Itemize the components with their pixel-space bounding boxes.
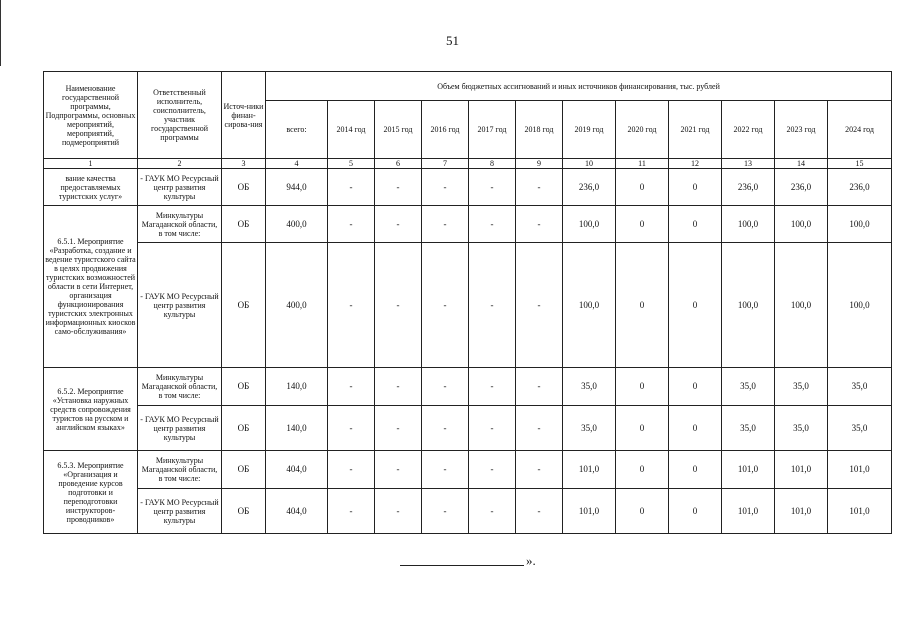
year-value-cell: 0 — [669, 169, 722, 206]
column-number: 6 — [375, 159, 422, 169]
year-value-cell: - — [516, 206, 563, 243]
year-value-cell: 101,0 — [722, 489, 775, 534]
responsible-cell: - ГАУК МО Ресурсный центр развития культуры — [138, 169, 222, 206]
header-year: 2017 год — [469, 101, 516, 159]
year-value-cell: - — [328, 406, 375, 451]
year-value-cell: 101,0 — [775, 489, 828, 534]
responsible-cell: Минкультуры Магаданской области, в том числе: — [138, 206, 222, 243]
year-value-cell: 101,0 — [563, 451, 616, 489]
year-value-cell: - — [328, 206, 375, 243]
header-total: всего: — [266, 101, 328, 159]
year-value-cell: - — [375, 243, 422, 368]
year-value-cell: 35,0 — [722, 368, 775, 406]
year-value-cell: 100,0 — [828, 206, 892, 243]
year-value-cell: - — [422, 169, 469, 206]
column-number: 1 — [44, 159, 138, 169]
year-value-cell: - — [375, 206, 422, 243]
year-value-cell: - — [516, 489, 563, 534]
total-cell: 404,0 — [266, 451, 328, 489]
column-number: 9 — [516, 159, 563, 169]
column-number: 13 — [722, 159, 775, 169]
source-cell: ОБ — [222, 368, 266, 406]
total-cell: 404,0 — [266, 489, 328, 534]
year-value-cell: - — [328, 489, 375, 534]
column-number: 3 — [222, 159, 266, 169]
year-value-cell: 0 — [616, 368, 669, 406]
program-name-cell: 6.5.1. Мероприятие «Разработка, создание и ведение туристского сайта в целях продвижения туристских возможностей области в сети Интернет, организация функционирования туристских электронных информационных киосков само-обслуживания» — [44, 206, 138, 368]
column-number: 15 — [828, 159, 892, 169]
source-cell: ОБ — [222, 451, 266, 489]
year-value-cell: - — [375, 368, 422, 406]
header-year: 2015 год — [375, 101, 422, 159]
year-value-cell: - — [422, 243, 469, 368]
column-number: 7 — [422, 159, 469, 169]
year-value-cell: - — [375, 451, 422, 489]
year-value-cell: 0 — [616, 206, 669, 243]
year-value-cell: - — [516, 406, 563, 451]
year-value-cell: - — [516, 368, 563, 406]
year-value-cell: 100,0 — [722, 243, 775, 368]
year-value-cell: - — [469, 368, 516, 406]
year-value-cell: 236,0 — [775, 169, 828, 206]
year-value-cell: - — [469, 406, 516, 451]
header-year: 2023 год — [775, 101, 828, 159]
year-value-cell: - — [469, 169, 516, 206]
source-cell: ОБ — [222, 206, 266, 243]
total-cell: 140,0 — [266, 368, 328, 406]
header-year: 2019 год — [563, 101, 616, 159]
year-value-cell: 101,0 — [775, 451, 828, 489]
header-year: 2021 год — [669, 101, 722, 159]
column-number: 8 — [469, 159, 516, 169]
year-value-cell: 35,0 — [722, 406, 775, 451]
source-cell: ОБ — [222, 169, 266, 206]
year-value-cell: 35,0 — [828, 368, 892, 406]
table-row — [44, 206, 892, 243]
year-value-cell: 35,0 — [775, 368, 828, 406]
year-value-cell: 0 — [669, 406, 722, 451]
year-value-cell: - — [328, 451, 375, 489]
year-value-cell: 0 — [616, 451, 669, 489]
year-value-cell: 100,0 — [775, 243, 828, 368]
year-value-cell: 100,0 — [828, 243, 892, 368]
year-value-cell: 0 — [616, 489, 669, 534]
year-value-cell: 100,0 — [775, 206, 828, 243]
budget-table — [43, 71, 892, 534]
year-value-cell: - — [375, 406, 422, 451]
year-value-cell: - — [516, 243, 563, 368]
year-value-cell: 0 — [616, 169, 669, 206]
total-cell: 140,0 — [266, 406, 328, 451]
program-name-cell: 6.5.2. Мероприятие «Установка наружных средств сопровождения туристов на русском и английском языках» — [44, 368, 138, 451]
header-year: 2022 год — [722, 101, 775, 159]
year-value-cell: 0 — [669, 206, 722, 243]
closing-quote: ». — [526, 553, 536, 568]
total-cell: 400,0 — [266, 206, 328, 243]
responsible-cell: - ГАУК МО Ресурсный центр развития культуры — [138, 489, 222, 534]
year-value-cell: 0 — [616, 243, 669, 368]
responsible-cell: - ГАУК МО Ресурсный центр развития культуры — [138, 406, 222, 451]
year-value-cell: 236,0 — [828, 169, 892, 206]
header-year: 2024 год — [828, 101, 892, 159]
total-cell: 400,0 — [266, 243, 328, 368]
program-name-cell: вание качества предоставляемых туристских услуг» — [44, 169, 138, 206]
program-name-cell: 6.5.3. Мероприятие «Организация и проведение курсов подготовки и переподготовки инструкторов-проводников» — [44, 451, 138, 534]
header-name: Наименование государственной программы, Подпрограммы, основных мероприятий, мероприятий, подмероприятий — [44, 72, 138, 159]
year-value-cell: 101,0 — [563, 489, 616, 534]
year-value-cell: 101,0 — [722, 451, 775, 489]
year-value-cell: 35,0 — [775, 406, 828, 451]
year-value-cell: 0 — [669, 368, 722, 406]
column-number: 14 — [775, 159, 828, 169]
source-cell: ОБ — [222, 243, 266, 368]
year-value-cell: - — [375, 169, 422, 206]
column-number-row — [44, 159, 892, 169]
year-value-cell: - — [422, 368, 469, 406]
year-value-cell: - — [469, 489, 516, 534]
year-value-cell: 0 — [669, 243, 722, 368]
header-year: 2016 год — [422, 101, 469, 159]
table-row — [44, 451, 892, 489]
year-value-cell: - — [422, 451, 469, 489]
year-value-cell: - — [422, 489, 469, 534]
year-value-cell: 35,0 — [563, 368, 616, 406]
column-number: 2 — [138, 159, 222, 169]
table-row — [44, 368, 892, 406]
year-value-cell: 100,0 — [563, 243, 616, 368]
header-responsible: Ответственный исполнитель, соисполнитель, участник государственной программы — [138, 72, 222, 159]
table-row — [44, 489, 892, 534]
year-value-cell: 100,0 — [722, 206, 775, 243]
responsible-cell: Минкультуры Магаданской области, в том числе: — [138, 451, 222, 489]
table-row — [44, 406, 892, 451]
column-number: 5 — [328, 159, 375, 169]
year-value-cell: - — [375, 489, 422, 534]
year-value-cell: 0 — [669, 489, 722, 534]
column-number: 12 — [669, 159, 722, 169]
year-value-cell: 236,0 — [563, 169, 616, 206]
year-value-cell: 101,0 — [828, 489, 892, 534]
year-value-cell: 236,0 — [722, 169, 775, 206]
column-number: 11 — [616, 159, 669, 169]
year-value-cell: - — [328, 368, 375, 406]
table-row — [44, 243, 892, 368]
year-value-cell: 100,0 — [563, 206, 616, 243]
year-value-cell: - — [328, 169, 375, 206]
header-volume: Объем бюджетных ассигнований и иных источников финансирования, тыс. рублей — [266, 72, 892, 101]
column-number: 4 — [266, 159, 328, 169]
year-value-cell: 0 — [616, 406, 669, 451]
year-value-cell: - — [469, 243, 516, 368]
header-year: 2018 год — [516, 101, 563, 159]
year-value-cell: 101,0 — [828, 451, 892, 489]
source-cell: ОБ — [222, 406, 266, 451]
responsible-cell: Минкультуры Магаданской области, в том числе: — [138, 368, 222, 406]
year-value-cell: - — [516, 451, 563, 489]
header-source: Источ-ники финан-сирова-ния — [222, 72, 266, 159]
year-value-cell: - — [469, 206, 516, 243]
table-row — [44, 169, 892, 206]
year-value-cell: - — [422, 206, 469, 243]
total-cell: 944,0 — [266, 169, 328, 206]
year-value-cell: - — [328, 243, 375, 368]
year-value-cell: 35,0 — [563, 406, 616, 451]
column-number: 10 — [563, 159, 616, 169]
year-value-cell: 35,0 — [828, 406, 892, 451]
header-year: 2014 год — [328, 101, 375, 159]
signature-line — [400, 565, 524, 566]
header-year: 2020 год — [616, 101, 669, 159]
page-number: 51 — [446, 33, 459, 48]
year-value-cell: - — [422, 406, 469, 451]
source-cell: ОБ — [222, 489, 266, 534]
year-value-cell: - — [469, 451, 516, 489]
year-value-cell: 0 — [669, 451, 722, 489]
responsible-cell: - ГАУК МО Ресурсный центр развития культуры — [138, 243, 222, 368]
year-value-cell: - — [516, 169, 563, 206]
